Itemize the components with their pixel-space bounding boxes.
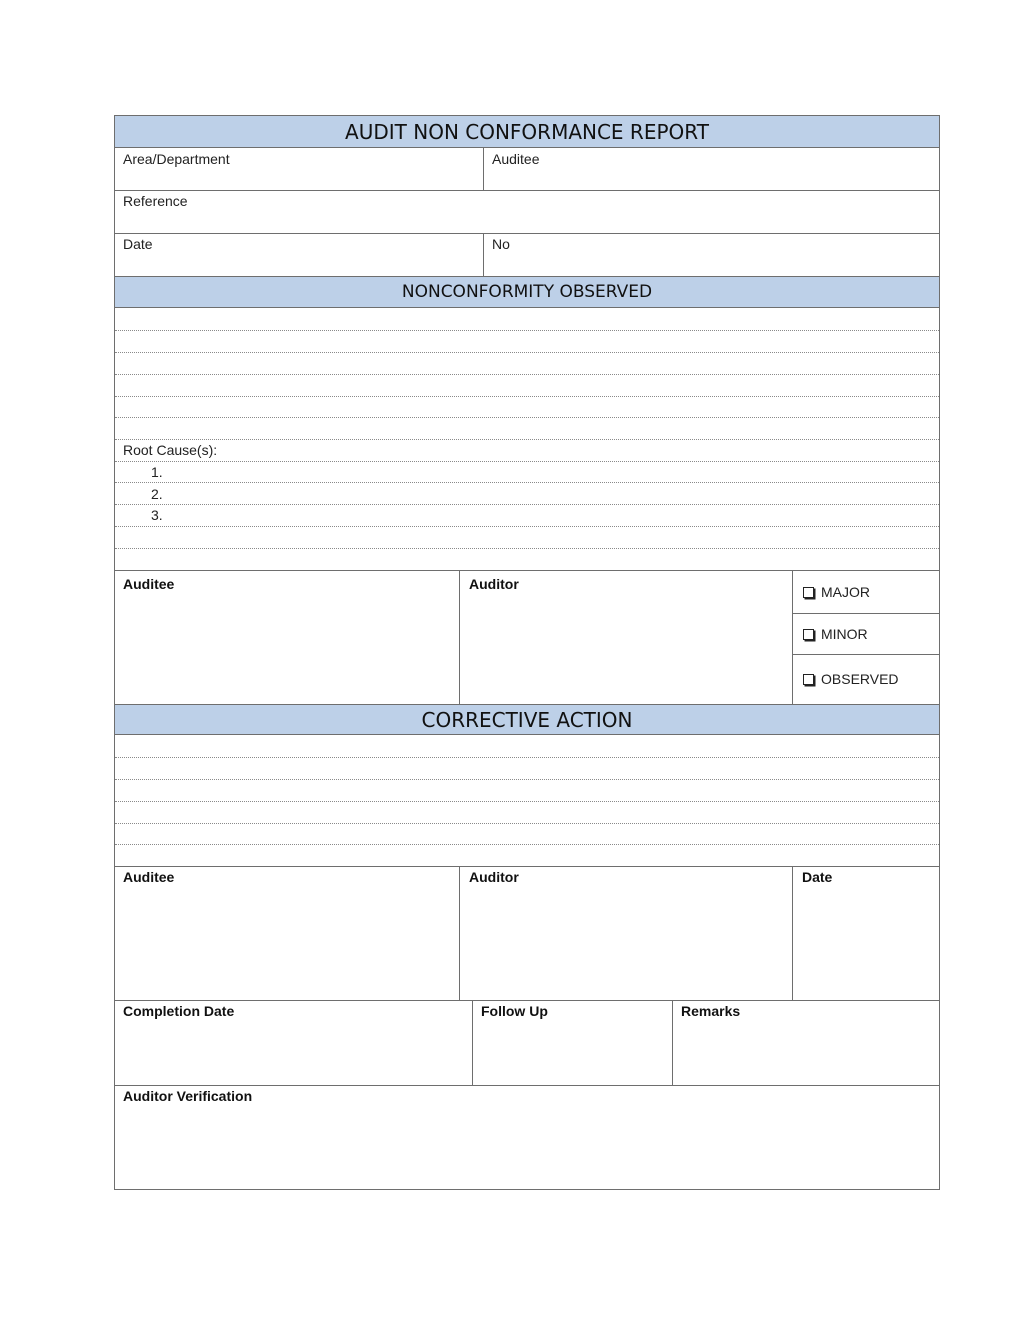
divider — [792, 613, 939, 614]
writing-line — [115, 526, 939, 527]
divider — [483, 148, 484, 190]
divider — [115, 866, 939, 867]
minor-checkbox[interactable] — [803, 626, 868, 642]
divider — [483, 233, 484, 276]
root-cause-label: Root Cause(s): — [123, 442, 218, 458]
date-label: Date — [123, 236, 153, 252]
root-cause-number: 3. — [151, 507, 163, 523]
writing-line — [115, 374, 939, 375]
no-label: No — [492, 236, 510, 252]
date-signoff-label: Date — [802, 869, 833, 885]
divider — [115, 1085, 939, 1086]
root-cause-number: 2. — [151, 486, 163, 502]
auditee-signoff-label: Auditee — [123, 869, 175, 885]
remarks-label: Remarks — [681, 1003, 741, 1019]
writing-line — [115, 352, 939, 353]
divider — [792, 866, 793, 1000]
writing-line — [115, 330, 939, 331]
writing-line — [115, 779, 939, 780]
auditee-signoff-label: Auditee — [123, 576, 175, 592]
checkbox-icon — [803, 629, 814, 640]
major-label: MAJOR — [821, 584, 870, 600]
writing-line — [115, 396, 939, 397]
writing-line — [115, 504, 939, 505]
root-cause-number: 1. — [151, 464, 163, 480]
writing-line — [115, 823, 939, 824]
divider — [115, 233, 939, 234]
writing-line — [115, 757, 939, 758]
writing-line — [115, 844, 939, 845]
checkbox-icon — [803, 587, 814, 598]
auditee-label: Auditee — [492, 151, 540, 167]
form-title: AUDIT NON CONFORMANCE REPORT — [115, 116, 939, 148]
writing-line — [115, 461, 939, 462]
divider — [459, 570, 460, 704]
auditor-signoff-label: Auditor — [469, 869, 519, 885]
divider — [115, 1000, 939, 1001]
nonconformity-heading: NONCONFORMITY OBSERVED — [115, 277, 939, 308]
reference-label: Reference — [123, 193, 188, 209]
follow-up-label: Follow Up — [481, 1003, 548, 1019]
divider — [115, 190, 939, 191]
auditor-verification-label: Auditor Verification — [123, 1088, 253, 1104]
writing-line — [115, 417, 939, 418]
observed-label: OBSERVED — [821, 671, 899, 687]
divider — [792, 570, 793, 704]
major-checkbox[interactable] — [803, 584, 870, 600]
divider — [459, 866, 460, 1000]
checkbox-icon — [803, 674, 814, 685]
divider — [672, 1000, 673, 1085]
writing-line — [115, 548, 939, 549]
divider — [115, 570, 939, 571]
observed-checkbox[interactable] — [803, 671, 899, 687]
corrective-action-heading: CORRECTIVE ACTION — [115, 705, 939, 735]
auditor-signoff-label: Auditor — [469, 576, 519, 592]
writing-line — [115, 801, 939, 802]
minor-label: MINOR — [821, 626, 868, 642]
completion-date-label: Completion Date — [123, 1003, 235, 1019]
area-department-label: Area/Department — [123, 151, 230, 167]
audit-report-form — [114, 115, 940, 1190]
writing-line — [115, 439, 939, 440]
divider — [472, 1000, 473, 1085]
divider — [792, 654, 939, 655]
writing-line — [115, 482, 939, 483]
